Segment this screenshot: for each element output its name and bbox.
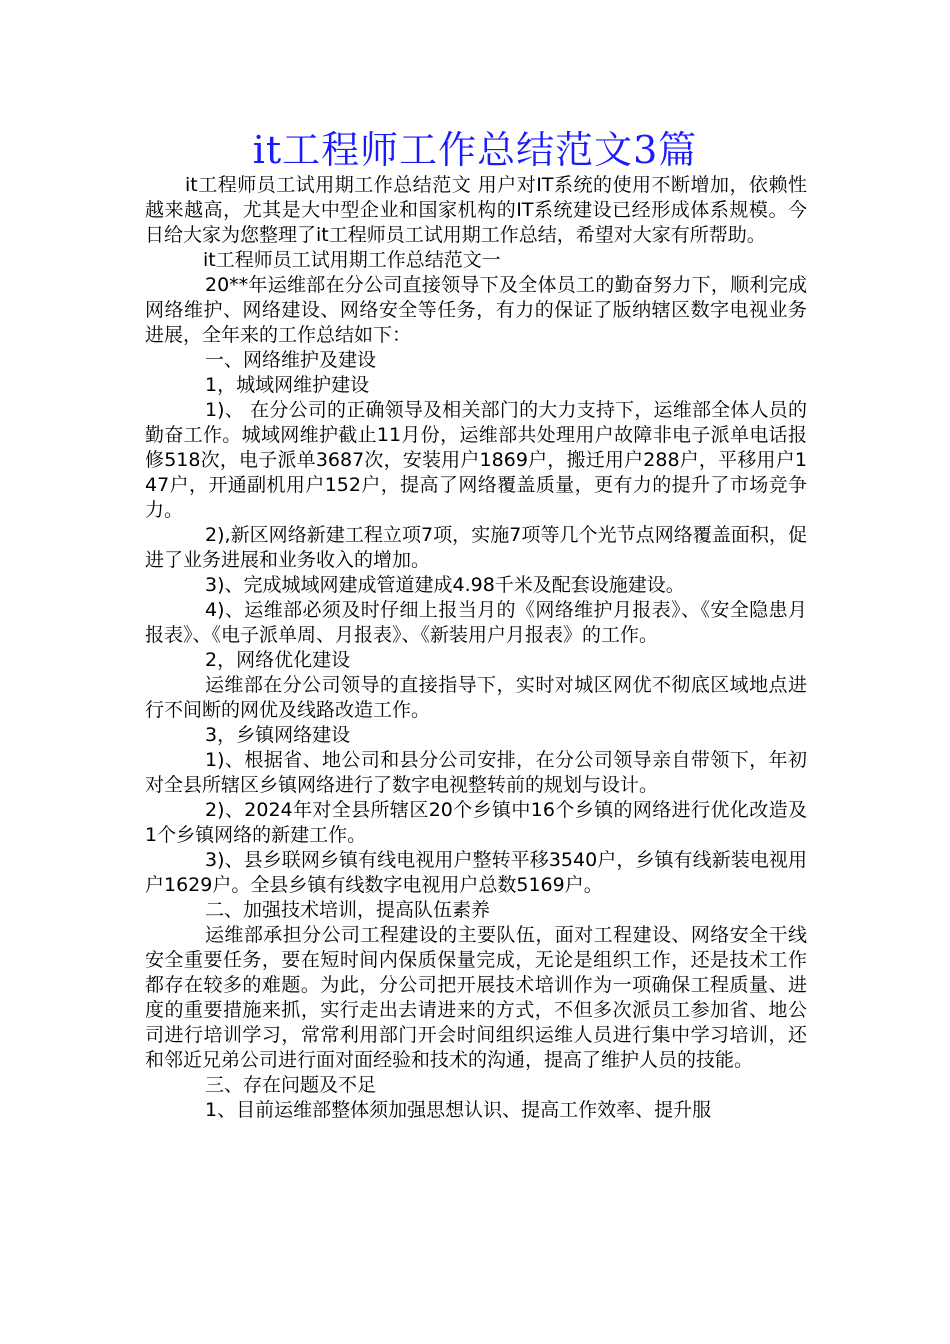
paragraph-metro-item-3: 3)、完成城域网建成管道建成4.98千米及配套设施建设。 bbox=[205, 574, 685, 596]
subheading-metro-network: 1，城域网维护建设 bbox=[205, 374, 370, 396]
heading-technical-training: 二、加强技术培训，提高队伍素养 bbox=[205, 899, 491, 921]
paragraph-annual-summary: 20**年运维部在分公司直接领导下及全体员工的勤奋努力下，顺利完成网络维护、网络建设、网络安全等任务，有力的保证了版纳辖区数字电视业务进展，全年来的工作总结如下： bbox=[145, 274, 807, 346]
paragraph-problems-item-1: 1、目前运维部整体须加强思想认识、提高工作效率、提升服 bbox=[205, 1099, 712, 1121]
paragraph-township-item-2: 2)、2024年对全县所辖区20个乡镇中16个乡镇的网络进行优化改造及1个乡镇网络的新建工作。 bbox=[145, 799, 807, 846]
paragraph-metro-item-1: 1)、 在分公司的正确领导及相关部门的大力支持下，运维部全体人员的勤奋工作。城域网维护截止11月份，运维部共处理用户故障非电子派单电话报修518次，电子派单3687次，安装用户1869户，搬迁用户288户，平移用户147户，开通副机用户152户，提高了网络覆盖质量，更有力的提升了市场竞争力。 bbox=[145, 399, 807, 521]
paragraph-metro-item-4: 4)、运维部必须及时仔细上报当月的《网络维护月报表》、《安全隐患月报表》、《电子派单周、月报表》、《新装用户月报表》的工作。 bbox=[145, 599, 807, 646]
paragraph-metro-item-2: 2),新区网络新建工程立项7项，实施7项等几个光节点网络覆盖面积，促进了业务进展和业务收入的增加。 bbox=[145, 524, 807, 571]
paragraph-township-item-1: 1)、根据省、地公司和县分公司安排，在分公司领导亲自带领下，年初对全县所辖区乡镇网络进行了数字电视整转前的规划与设计。 bbox=[145, 749, 807, 796]
document-body bbox=[145, 173, 807, 1123]
subheading-township-network: 3，乡镇网络建设 bbox=[205, 724, 351, 746]
heading-problems: 三、存在问题及不足 bbox=[205, 1074, 377, 1096]
section-heading-sample-one: it工程师员工试用期工作总结范文一 bbox=[203, 249, 501, 271]
document-title: it工程师工作总结范文3篇 bbox=[252, 128, 698, 172]
paragraph-training: 运维部承担分公司工程建设的主要队伍，面对工程建设、网络安全干线安全重要任务，要在短时间内保质保量完成，无论是组织工作，还是技术工作都存在较多的难题。为此，分公司把开展技术培训作为一项确保工程质量、进度的重要措施来抓，实行走出去请进来的方式，不但多次派员工参加省、地公司进行培训学习，常常利用部门开会时间组织运维人员进行集中学习培训，还和邻近兄弟公司进行面对面经验和技术的沟通，提高了维护人员的技能。 bbox=[145, 924, 807, 1071]
paragraph-township-item-3: 3)、县乡联网乡镇有线电视用户整转平移3540户，乡镇有线新装电视用户1629户。全县乡镇有线数字电视用户总数5169户。 bbox=[145, 849, 807, 896]
paragraph-optimization: 运维部在分公司领导的直接指导下，实时对城区网优不彻底区域地点进行不间断的网优及线路改造工作。 bbox=[145, 674, 807, 721]
heading-network-maintenance: 一、网络维护及建设 bbox=[205, 349, 377, 371]
intro-paragraph: it工程师员工试用期工作总结范文 用户对IT系统的使用不断增加，依赖性越来越高，尤其是大中型企业和国家机构的IT系统建设已经形成体系规模。今日给大家为您整理了it工程师员工试用期工作总结，希望对大家有所帮助。 bbox=[145, 174, 807, 246]
subheading-network-optimization: 2，网络优化建设 bbox=[205, 649, 351, 671]
